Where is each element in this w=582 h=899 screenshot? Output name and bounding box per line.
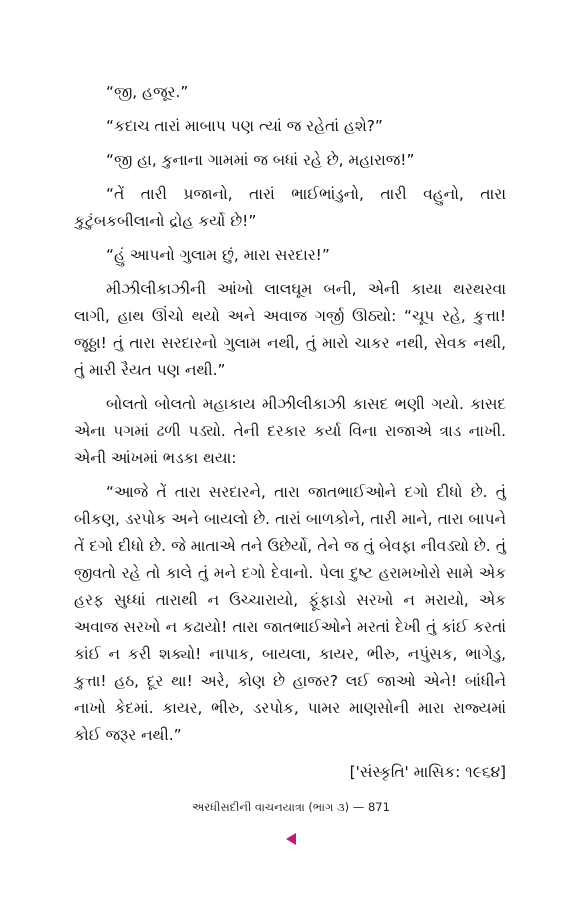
source-citation: ['સંસ્કૃતિ' માસિક: ૧૯૬૪]	[349, 763, 506, 781]
page-body	[74, 79, 506, 793]
paragraph-7: બોલતો બોલતો મહાકાય મીઝીલીકાઝી કાસદ ભણી ગયો. કાસદ એના પગમાં ઢળી પડ્યો. તેની દરકાર કર્યા વિના રાજાએ ત્રાડ નાખી. એની આંખમાં ભડકા થયા:	[74, 395, 506, 467]
paragraph-6: મીઝીલીકાઝીની આંખો લાલઘૂમ બની, એની કાયા થરથરવા લાગી, હાથ ઊંચો થયો અને અવાજ ગર્જી ઊઠ્યો: “ચૂપ રહે, કુત્તા! જૂઠ્ઠા! તું તારા સરદારનો ગુલામ નથી, તું મારો ચાકર નથી, સેવક નથી, તું મારી રૈયત પણ નથી.”	[74, 280, 506, 379]
page-footer: અરધીસદીની વાચનયાત્રા (ભાગ ૩) — 871	[192, 800, 390, 814]
paragraph-5: “હું આપનો ગુલામ છું, મારા સરદાર!”	[106, 246, 330, 264]
paragraph-1: “જી, હજૂર.”	[106, 83, 189, 101]
paragraph-8: “આજે તેં તારા સરદારને, તારા જાતભાઈઓને દગો દીધો છે. તું બીકણ, ડરપોક અને બાયલો છે. તારાં બાળકોને, તારી માને, તારા બાપને તેં દગો દીધો છે. જે માતાએ તને ઉછેર્યો, તેને જ તું બેવફા નીવડ્યો છે. તું જીવતો રહે તો કાલે તું મને દગો દેવાનો. પેલા દુષ્ટ હરામખોરો સામે એક હરફ સુધ્ધાં તારાથી ન ઉચ્ચારાયો, ફૂંફાડો સરખો ન મરાયો, એક અવાજ સરખો ન કઢાયો! તારા જાતભાઈઓને મરતાં દેખી તું કાંઈ કરતાં કાંઈ ન કરી શક્યો! નાપાક, બાયલા, કાયર, ભીરુ, નપુંસક, ભાગેડુ, કુત્તા! હઠ, દૂર થા! અરે, કોણ છે હાજર? લઈ જાઓ એને! બાંધીને નાખો કેદમાં. કાયર, ભીરુ, ડરપોક, પામર માણસોની મારા રાજ્યમાં કોઈ જરૂર નથી.”	[74, 483, 506, 744]
paragraph-3: “જી હા, કુનાના ગામમાં જ બધાં રહે છે, મહારાજ!”	[106, 151, 415, 169]
triangle-left-icon[interactable]	[286, 833, 296, 845]
paragraph-4: “તેં તારી પ્રજાનો, તારાં ભાઈભાંડુનો, તારી વહુનો, તારા કુટુંબકબીલાનો દ્રોહ કર્યો છે!”	[74, 185, 506, 230]
paragraph-2: “કદાચ તારાં માબાપ પણ ત્યાં જ રહેતાં હશે?”	[106, 117, 383, 135]
